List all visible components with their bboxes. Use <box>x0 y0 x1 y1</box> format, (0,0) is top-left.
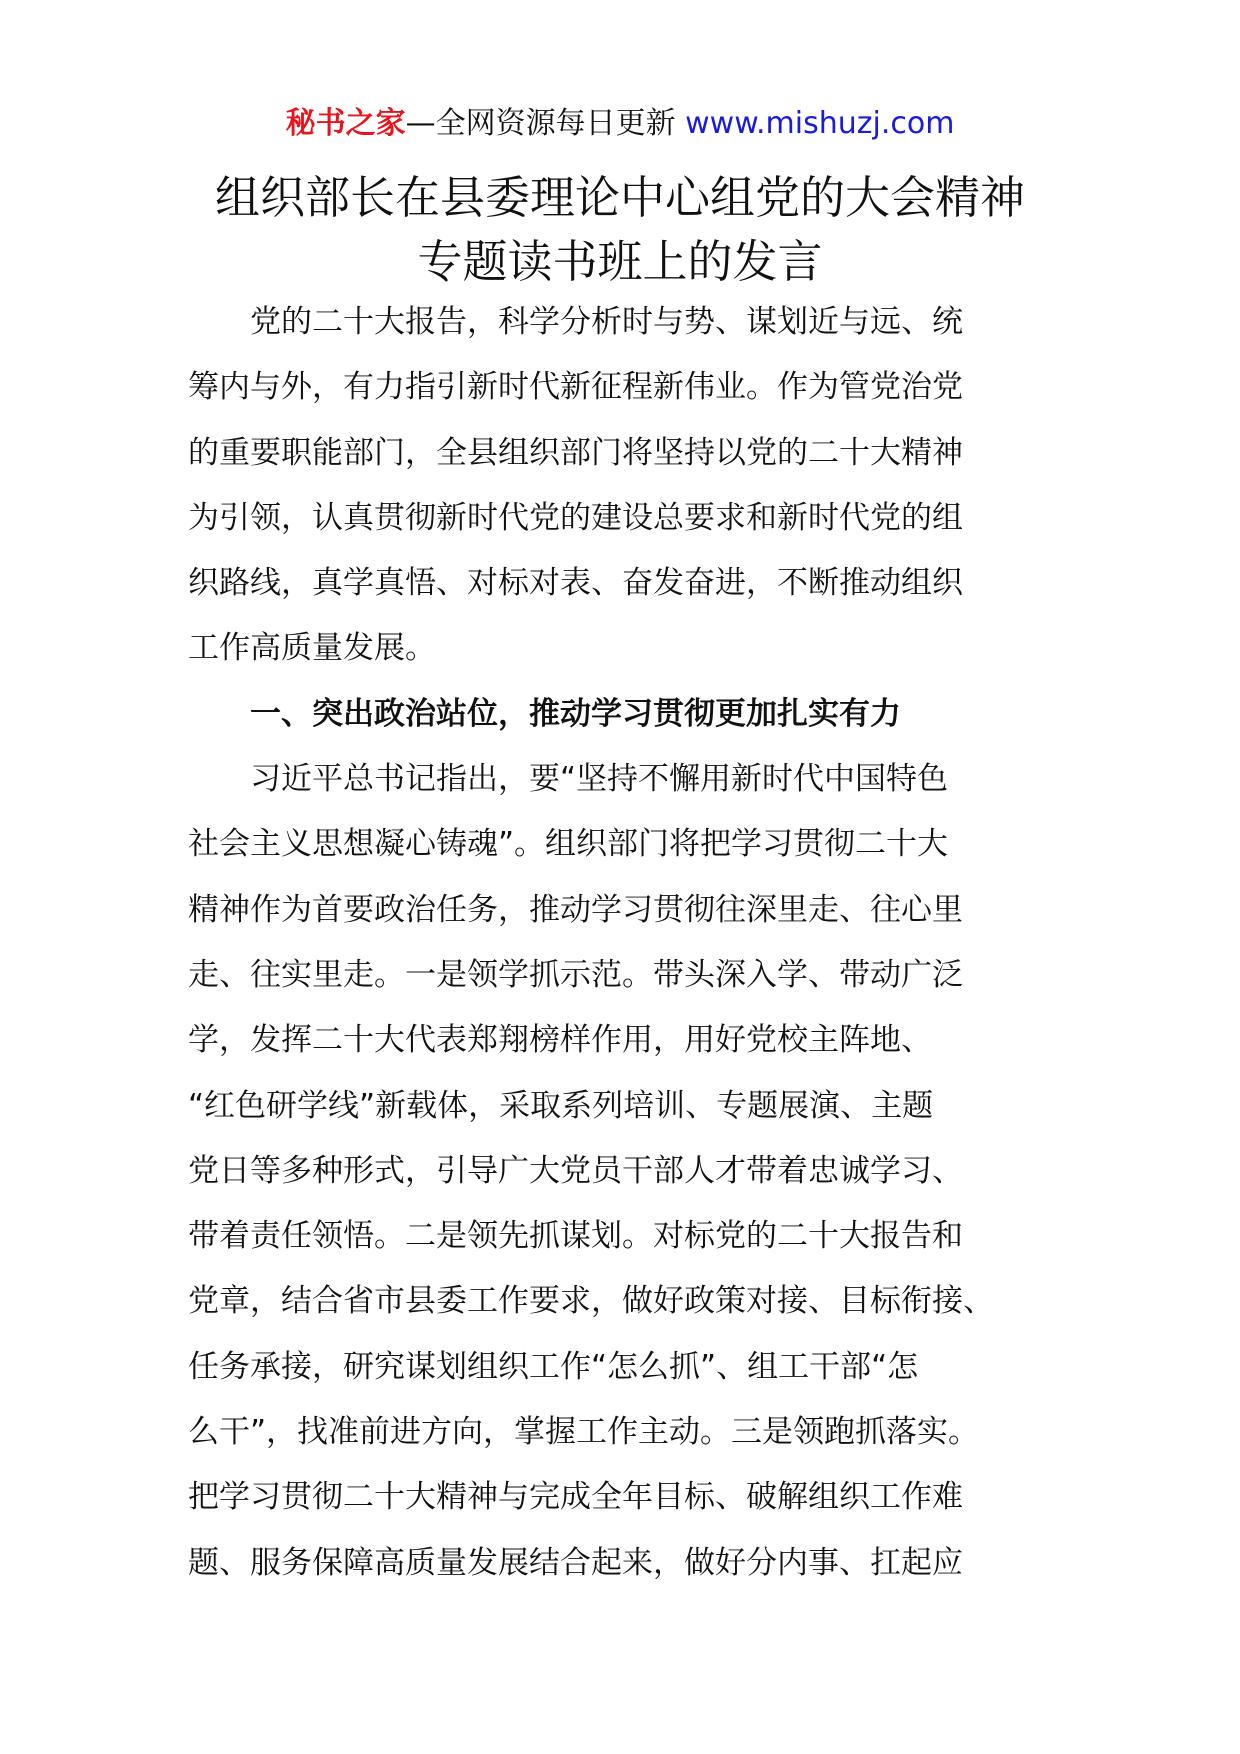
paragraph-line: 筹内与外，有力指引新时代新征程新伟业。作为管党治党 <box>188 369 963 406</box>
paragraph-line: 党日等多种形式，引导广大党员干部人才带着忠诚学习、 <box>188 1152 963 1189</box>
paragraph-line: 学，发挥二十大代表郑翔榜样作用，用好党校主阵地、 <box>188 1022 932 1059</box>
paragraph-line: 的重要职能部门，全县组织部门将坚持以党的二十大精神 <box>188 434 963 471</box>
document-body <box>188 290 1048 1596</box>
site-url-link[interactable]: www.mishuzj.com <box>685 106 955 141</box>
title-line-1: 组织部长在县委理论中心组党的大会精神 <box>214 171 1025 224</box>
brand-name: 秘书之家 <box>285 106 406 141</box>
paragraph-line: 为引领，认真贯彻新时代党的建设总要求和新时代党的组 <box>188 499 963 536</box>
paragraph-line: 工作高质量发展。 <box>188 630 436 667</box>
site-banner <box>0 100 1240 148</box>
paragraph-line: 么干”，找准前进方向，掌握工作主动。三是领跑抓落实。 <box>188 1414 980 1451</box>
paragraph-line: “红色研学线”新载体，采取系列培训、专题展演、主题 <box>188 1087 934 1124</box>
title-line-2: 专题读书班上的发言 <box>417 235 823 288</box>
section-heading: 一、突出政治站位，推动学习贯彻更加扎实有力 <box>250 695 901 732</box>
paragraph-line: 带着责任领悟。二是领先抓谋划。对标党的二十大报告和 <box>188 1218 963 1255</box>
paragraph-line: 题、服务保障高质量发展结合起来，做好分内事、扛起应 <box>188 1544 963 1581</box>
document-title <box>140 166 1100 294</box>
banner-slogan: —全网资源每日更新 <box>405 106 686 141</box>
paragraph-line: 织路线，真学真悟、对标对表、奋发奋进，不断推动组织 <box>188 565 963 602</box>
paragraph-line: 把学习贯彻二十大精神与完成全年目标、破解组织工作难 <box>188 1479 963 1516</box>
paragraph-line: 走、往实里走。一是领学抓示范。带头深入学、带动广泛 <box>188 956 963 993</box>
paragraph-line: 习近平总书记指出，要“坚持不懈用新时代中国特色 <box>250 761 949 798</box>
paragraph-line: 党章，结合省市县委工作要求，做好政策对接、目标衔接、 <box>188 1283 994 1320</box>
paragraph-line: 党的二十大报告，科学分析时与势、谋划近与远、统 <box>250 304 963 340</box>
paragraph-line: 精神作为首要政治任务，推动学习贯彻往深里走、往心里 <box>188 891 963 928</box>
paragraph-line: 社会主义思想凝心铸魂”。组织部门将把学习贯彻二十大 <box>188 826 949 863</box>
paragraph-line: 任务承接，研究谋划组织工作“怎么抓”、组工干部“怎 <box>188 1348 919 1385</box>
